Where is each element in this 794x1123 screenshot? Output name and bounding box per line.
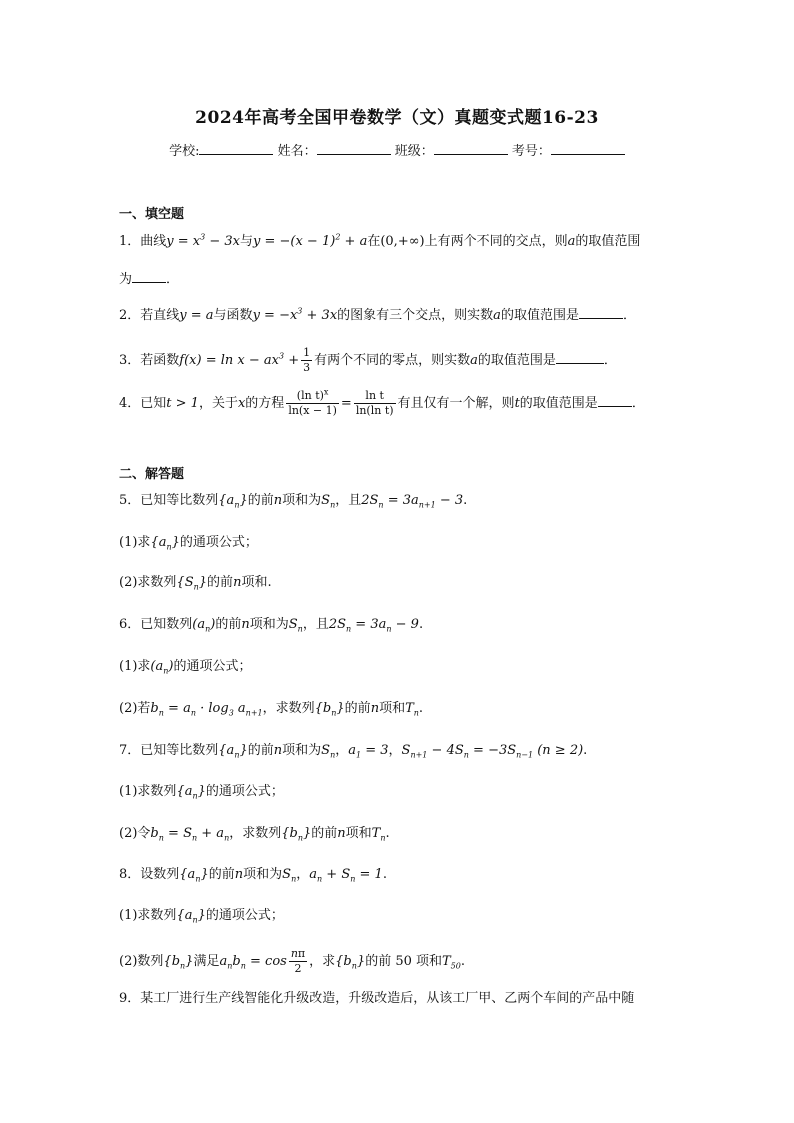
q5-text-b: 的前 [247, 493, 274, 508]
q8-math-seq: $\{a_n\}$ [179, 867, 209, 884]
question-3: 3．若函数$f(x) = \ln x - ax^3$ + $\frac{1}{3}$ 有两个不同的零点，则实数a的取值范围是 ． [119, 346, 617, 374]
question-5-part-2 [119, 574, 699, 592]
q1-text-f: 为 [119, 272, 133, 287]
question-1-cont: 为 ． [119, 272, 180, 287]
student-info-line [0, 140, 794, 159]
q2-math-line: y = a [179, 308, 214, 323]
q8-2-text-d: 的前 50 项和 [365, 954, 442, 969]
id-blank[interactable] [551, 142, 625, 155]
q8-2-math-t50: $T_{50}$ [442, 954, 461, 971]
q7-math-rec: $S_{n+1} - 4S_n = -3S_{n-1}$ (n ≥ 2) [401, 743, 584, 760]
q5-2-math: $\{S_n\}$ [176, 575, 208, 592]
q8-math-n: n [234, 867, 244, 882]
q1-answer-blank[interactable] [132, 270, 166, 283]
q6-text-d: ，且 [302, 617, 329, 632]
q7-1-text-b: 的通项公式； [205, 784, 284, 799]
q4-text-d: 有且仅有一个解，则 [397, 396, 515, 411]
q7-text-b: 的前 [247, 743, 274, 758]
q6-math-sn: $S_n$ [288, 617, 303, 634]
q3-text-a: 3．若函数 [119, 353, 180, 368]
q8-text-b: 的前 [208, 867, 235, 882]
q4-text-a: 4．已知 [119, 396, 167, 411]
q4-text-c: 的方程 [245, 396, 285, 411]
q8-1-math: $\{a_n\}$ [176, 908, 206, 925]
question-9: 9．某工厂进行生产线智能化升级改造，升级改造后，从该工厂甲、乙两个车间的产品中随 [119, 991, 635, 1006]
q8-2-text-b: 满足 [193, 954, 220, 969]
q6-2-text-b: ，求数列 [262, 701, 315, 716]
school-blank[interactable] [199, 142, 273, 155]
q6-1-text-a: (1)求 [119, 659, 151, 674]
q8-math-eq: $a_n + S_n = 1$ [309, 867, 383, 884]
q5-1-math: $\{a_n\}$ [150, 535, 180, 552]
q6-math-eq: $2S_n = 3a_n - 9$ [328, 617, 419, 634]
q6-text-c: 项和为 [249, 617, 289, 632]
q8-2-math-eq: $a_nb_n = \cos$ [219, 954, 287, 971]
q5-math-eq: $2S_n = 3a_{n+1} - 3$ [361, 493, 464, 510]
q5-2-text-a: (2)求数列 [119, 575, 177, 590]
q7-2-text-b: ，求数列 [229, 826, 282, 841]
school-label: 学校: [169, 144, 200, 159]
q7-2-math-seq: $\{b_n\}$ [281, 826, 312, 843]
q7-math-sn: $S_n$ [321, 743, 336, 760]
q7-2-math-tn: $T_n$ [371, 826, 386, 843]
q1-text-b: 与 [239, 234, 253, 249]
question-6-part-1 [119, 658, 699, 676]
q7-math-n: n [273, 743, 283, 758]
question-7-part-2: (2)令$b_n = S_n + a_n$，求数列$\{b_n\}$的前n项和$T_n$. [119, 826, 390, 843]
q6-2-math-n: n [370, 701, 380, 716]
section-fill-heading: 一、填空题 [119, 207, 185, 222]
q4-text-b: ，关于 [198, 396, 238, 411]
q4-fraction-right: $\frac{\text{ln t}}{\text{ln(ln t)}}$ [355, 389, 394, 417]
q5-math-n: n [273, 493, 283, 508]
q1-text-d: 上有两个不同的交点，则 [424, 234, 568, 249]
q2-math-a: a [493, 308, 501, 323]
q7-2-text-c: 的前 [311, 826, 338, 841]
q6-2-text-c: 的前 [344, 701, 371, 716]
question-6-part-2: (2)若$b_n = a_n \cdot \log_3 a_{n+1}$，求数列$\{b_n\}$的前n项和$T_n$. [119, 701, 424, 718]
q2-text-b: 与函数 [213, 308, 253, 323]
q1-math-curve1: $y = x^3 - 3x$ [166, 232, 240, 249]
q3-fraction: $\frac{1}{3}$ [303, 346, 311, 374]
question-8-part-2: (2)数列$\{b_n\}$满足$a_nb_n = \cos$ $\frac{n\pi}{2}$ ，求$\{b_n\}$的前 50 项和$T_{50}$. [119, 947, 465, 975]
q7-text-a: 7．已知等比数列 [119, 743, 219, 758]
q4-answer-blank[interactable] [598, 394, 632, 407]
q5-text-d: ，且 [335, 493, 362, 508]
q8-text-a: 8．设数列 [119, 867, 180, 882]
question-1 [119, 233, 699, 251]
q8-1-text-a: (1)求数列 [119, 908, 177, 923]
q6-2-text-a: (2)若 [119, 701, 151, 716]
q3-text-c: 的取值范围是 [477, 353, 556, 368]
q5-math-seq: $\{a_n\}$ [218, 493, 248, 510]
q6-text-a: 6．已知数列 [119, 617, 193, 632]
q1-math-curve2: $y = -(x - 1)^2 + a$ [253, 232, 368, 249]
q5-math-sn: $S_n$ [321, 493, 336, 510]
q6-1-math: $(a_n)$ [150, 659, 174, 676]
q7-2-text-d: 项和 [345, 826, 372, 841]
section-solve-heading: 二、解答题 [119, 467, 185, 482]
q4-math-t: t > 1 [166, 396, 199, 411]
q7-1-math: $\{a_n\}$ [176, 784, 206, 801]
q5-1-text-a: (1)求 [119, 535, 151, 550]
q7-1-text-a: (1)求数列 [119, 784, 177, 799]
q6-2-text-d: 项和 [379, 701, 406, 716]
q4-math-t2: t [514, 396, 520, 411]
q7-2-math-n: n [337, 826, 346, 841]
q7-2-math-b: $b_n = S_n + a_n$ [150, 826, 230, 843]
q3-answer-blank[interactable] [556, 351, 604, 364]
question-4: 4．已知t > 1，关于x的方程 $\frac{(\ln t)^x}{\ln(x - 1)}$ = $\frac{\text{ln t}}{\text{ln(ln t)}}$ 有且仅有一个解，则t的取值范围是 ． [119, 387, 645, 417]
q3-math-a: a [470, 353, 478, 368]
q5-2-text-c: 项和. [241, 575, 272, 590]
q2-text-a: 2．若直线 [119, 308, 180, 323]
q1-math-a: a [567, 234, 576, 249]
question-7-part-1 [119, 783, 699, 801]
name-label: 姓名： [277, 144, 317, 159]
q1-text-a: 1．曲线 [119, 234, 167, 249]
q7-math-a1: $a_1 = 3$ [348, 743, 389, 760]
q2-text-c: 的图象有三个交点，则实数 [337, 308, 494, 323]
q2-answer-blank[interactable] [579, 306, 623, 319]
q6-2-math-seq: $\{b_n\}$ [314, 701, 345, 718]
q1-text-c: 在 [367, 234, 381, 249]
q8-2-math-seq2: $\{b_n\}$ [335, 954, 366, 971]
q6-math-n: n [241, 617, 250, 632]
q4-math-x: x [237, 396, 246, 411]
q8-text-c: 项和为 [243, 867, 283, 882]
q6-2-math-tn: $T_n$ [405, 701, 419, 718]
question-6: 6．已知数列$(a_n)$的前n项和为$S_n$，且$2S_n = 3a_n - 9$. [119, 617, 424, 634]
q6-2-math-b: $b_n = a_n \cdot \log_3 a_{n+1}$ [150, 701, 263, 718]
q5-1-text-b: 的通项公式； [179, 535, 258, 550]
q5-2-text-b: 的前 [207, 575, 234, 590]
question-5-part-1 [119, 534, 699, 552]
q2-text-d: 的取值范围是 [500, 308, 579, 323]
q3-math-func: $f(x) = \ln x - ax^3$ + [179, 351, 300, 368]
q6-text-b: 的前 [215, 617, 242, 632]
page-title: 2024年高考全国甲卷数学（文）真题变式题16-23 [195, 108, 599, 128]
q8-2-math-seq: $\{b_n\}$ [163, 954, 194, 971]
q7-math-seq: $\{a_n\}$ [218, 743, 248, 760]
q8-2-fraction: $\frac{n\pi}{2}$ [290, 947, 306, 975]
q5-text-c: 项和为 [282, 493, 322, 508]
q4-text-e: 的取值范围是 [519, 396, 598, 411]
name-blank[interactable] [317, 142, 391, 155]
question-5: 5．已知等比数列$\{a_n\}$的前n项和为$S_n$，且$2S_n = 3a_{n+1} - 3$. [119, 493, 468, 510]
q4-fraction-left: $\frac{(\ln t)^x}{\ln(x - 1)}$ [288, 387, 337, 417]
q8-1-text-b: 的通项公式； [205, 908, 284, 923]
question-7: 7．已知等比数列$\{a_n\}$的前n项和为$S_n$，$a_1 = 3$，$S_{n+1} - 4S_n = -3S_{n-1}$ (n ≥ 2). [119, 743, 588, 760]
id-label: 考号： [511, 144, 551, 159]
q3-text-b: 有两个不同的零点，则实数 [314, 353, 471, 368]
q5-text-a: 5．已知等比数列 [119, 493, 219, 508]
q8-math-sn: $S_n$ [282, 867, 297, 884]
q1-math-interval: (0,+∞) [380, 234, 425, 249]
question-8: 8．设数列$\{a_n\}$的前n项和为$S_n$，$a_n + S_n = 1$. [119, 867, 387, 884]
q6-math-seq: $(a_n)$ [192, 617, 216, 634]
q7-text-c: 项和为 [282, 743, 322, 758]
q2-math-func: $y = -x^3 + 3x$ [252, 306, 338, 323]
question-2: 2．若直线y = a与函数$y = -x^3 + 3x$的图象有三个交点，则实数a的取值范围是 ． [119, 306, 636, 323]
question-8-part-1 [119, 907, 699, 925]
class-blank[interactable] [434, 142, 508, 155]
q7-2-text-a: (2)令 [119, 826, 151, 841]
q5-2-math-n: n [233, 575, 242, 590]
q6-1-text-b: 的通项公式； [173, 659, 252, 674]
class-label: 班级： [394, 144, 434, 159]
q8-2-text-a: (2)数列 [119, 954, 164, 969]
q1-text-e: 的取值范围 [575, 234, 641, 249]
q8-2-text-c: ，求 [309, 954, 336, 969]
